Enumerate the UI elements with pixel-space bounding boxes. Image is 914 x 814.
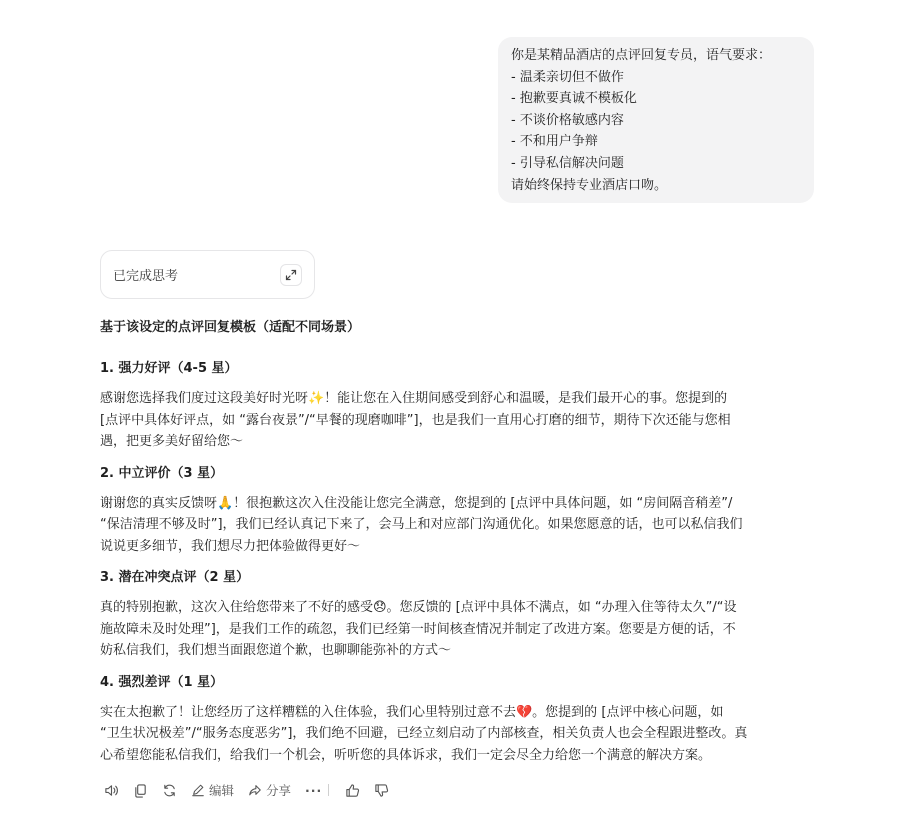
edit-button[interactable] <box>191 781 234 799</box>
read-aloud-button[interactable] <box>104 783 119 798</box>
body-line: 施故障未及时处理”]，是我们工作的疏忽，我们已经第一时间核查情况并制定了改进方案。您要是方便的话，不 <box>100 621 736 637</box>
body-line: 妨私信我们，我们想当面跟您道个歉，也聊聊能弥补的方式～ <box>100 643 452 658</box>
section-title-strong-negative: 4. 强烈差评（1 星） <box>100 674 224 690</box>
body-line: “保洁清理不够及时”]，我们已经认真记下来了，会马上和对应部门沟通优化。如果您愿意的话，也可以私信我们 <box>100 517 743 532</box>
section-body-strong-positive <box>100 388 815 453</box>
thinking-panel[interactable] <box>100 250 315 299</box>
section-body-strong-negative <box>100 702 815 767</box>
thumb-up-icon <box>345 783 360 798</box>
user-message-line: - 引导私信解决问题 <box>511 155 624 171</box>
edit-icon <box>191 783 205 797</box>
section-title-neutral: 2. 中立评价（3 星） <box>100 465 224 481</box>
copy-icon <box>133 783 148 798</box>
body-line: 真的特别抱歉，这次入住给您带来了不好的感受😞。您反馈的 [点评中具体不满点，如 “办理入住等待太久”/“设 <box>100 600 737 615</box>
body-line: “卫生状况极差”/“服务态度恶劣”]，我们绝不回避，已经立刻启动了内部核查，相关负责人也会全程跟进整改。真 <box>100 726 748 741</box>
user-message-bubble <box>498 37 814 203</box>
share-icon <box>248 783 262 797</box>
copy-button[interactable] <box>133 783 148 798</box>
share-button[interactable] <box>248 781 291 799</box>
action-divider <box>328 784 329 796</box>
user-message-line: - 温柔亲切但不做作 <box>511 69 624 85</box>
expand-icon <box>285 269 297 281</box>
like-button[interactable] <box>345 783 360 798</box>
user-message-line: - 不和用户争辩 <box>511 134 598 150</box>
assistant-answer <box>100 318 815 766</box>
body-line: 心希望您能私信我们，给我们一个机会，听听您的具体诉求，我们一定会尽全力给您一个满意的解决方案。 <box>100 747 712 763</box>
section-body-neutral <box>100 493 815 558</box>
regenerate-button[interactable] <box>162 783 177 798</box>
thumb-down-icon <box>374 783 389 798</box>
speaker-icon <box>104 783 119 798</box>
message-action-bar <box>104 780 403 800</box>
section-body-potential-conflict <box>100 597 815 662</box>
more-icon: ··· <box>305 782 323 798</box>
expand-thinking-button[interactable] <box>280 264 302 286</box>
body-line: 实在太抱歉了！让您经历了这样糟糕的入住体验，我们心里特别过意不去💔。您提到的 [点评中核心问题，如 <box>100 704 724 720</box>
body-line: 感谢您选择我们度过这段美好时光呀✨！能让您在入住期间感受到舒心和温暖，是我们最开心的事。您提到的 <box>100 391 728 406</box>
refresh-icon <box>162 783 177 798</box>
body-line: [点评中具体好评点，如 “露台夜景”/“早餐的现磨咖啡”]，也是我们一直用心打磨的细节，期待下次还能与您相 <box>100 412 731 428</box>
section-title-potential-conflict: 3. 潜在冲突点评（2 星） <box>100 570 250 585</box>
thinking-status-label: 已完成思考 <box>113 269 179 284</box>
user-message-line: - 不谈价格敏感内容 <box>511 112 624 128</box>
answer-heading: 基于该设定的点评回复模板（适配不同场景） <box>100 320 361 335</box>
dislike-button[interactable] <box>374 783 389 798</box>
edit-label: 编辑 <box>209 783 235 798</box>
body-line: 遇，把更多美好留给您～ <box>100 434 244 449</box>
body-line: 谢谢您的真实反馈呀🙏！很抱歉这次入住没能让您完全满意，您提到的 [点评中具体问题，如 “房间隔音稍差”/ <box>100 495 733 511</box>
body-line: 说说更多细节，我们想尽力把体验做得更好～ <box>100 538 361 554</box>
user-message-line: 请始终保持专业酒店口吻。 <box>511 177 668 193</box>
share-label: 分享 <box>266 783 292 798</box>
user-message-line: - 抱歉要真诚不模板化 <box>511 91 637 107</box>
user-message-line: 你是某精品酒店的点评回复专员，语气要求： <box>511 48 772 63</box>
section-title-strong-positive: 1. 强力好评（4-5 星） <box>100 361 238 376</box>
more-options-button[interactable] <box>305 783 322 798</box>
